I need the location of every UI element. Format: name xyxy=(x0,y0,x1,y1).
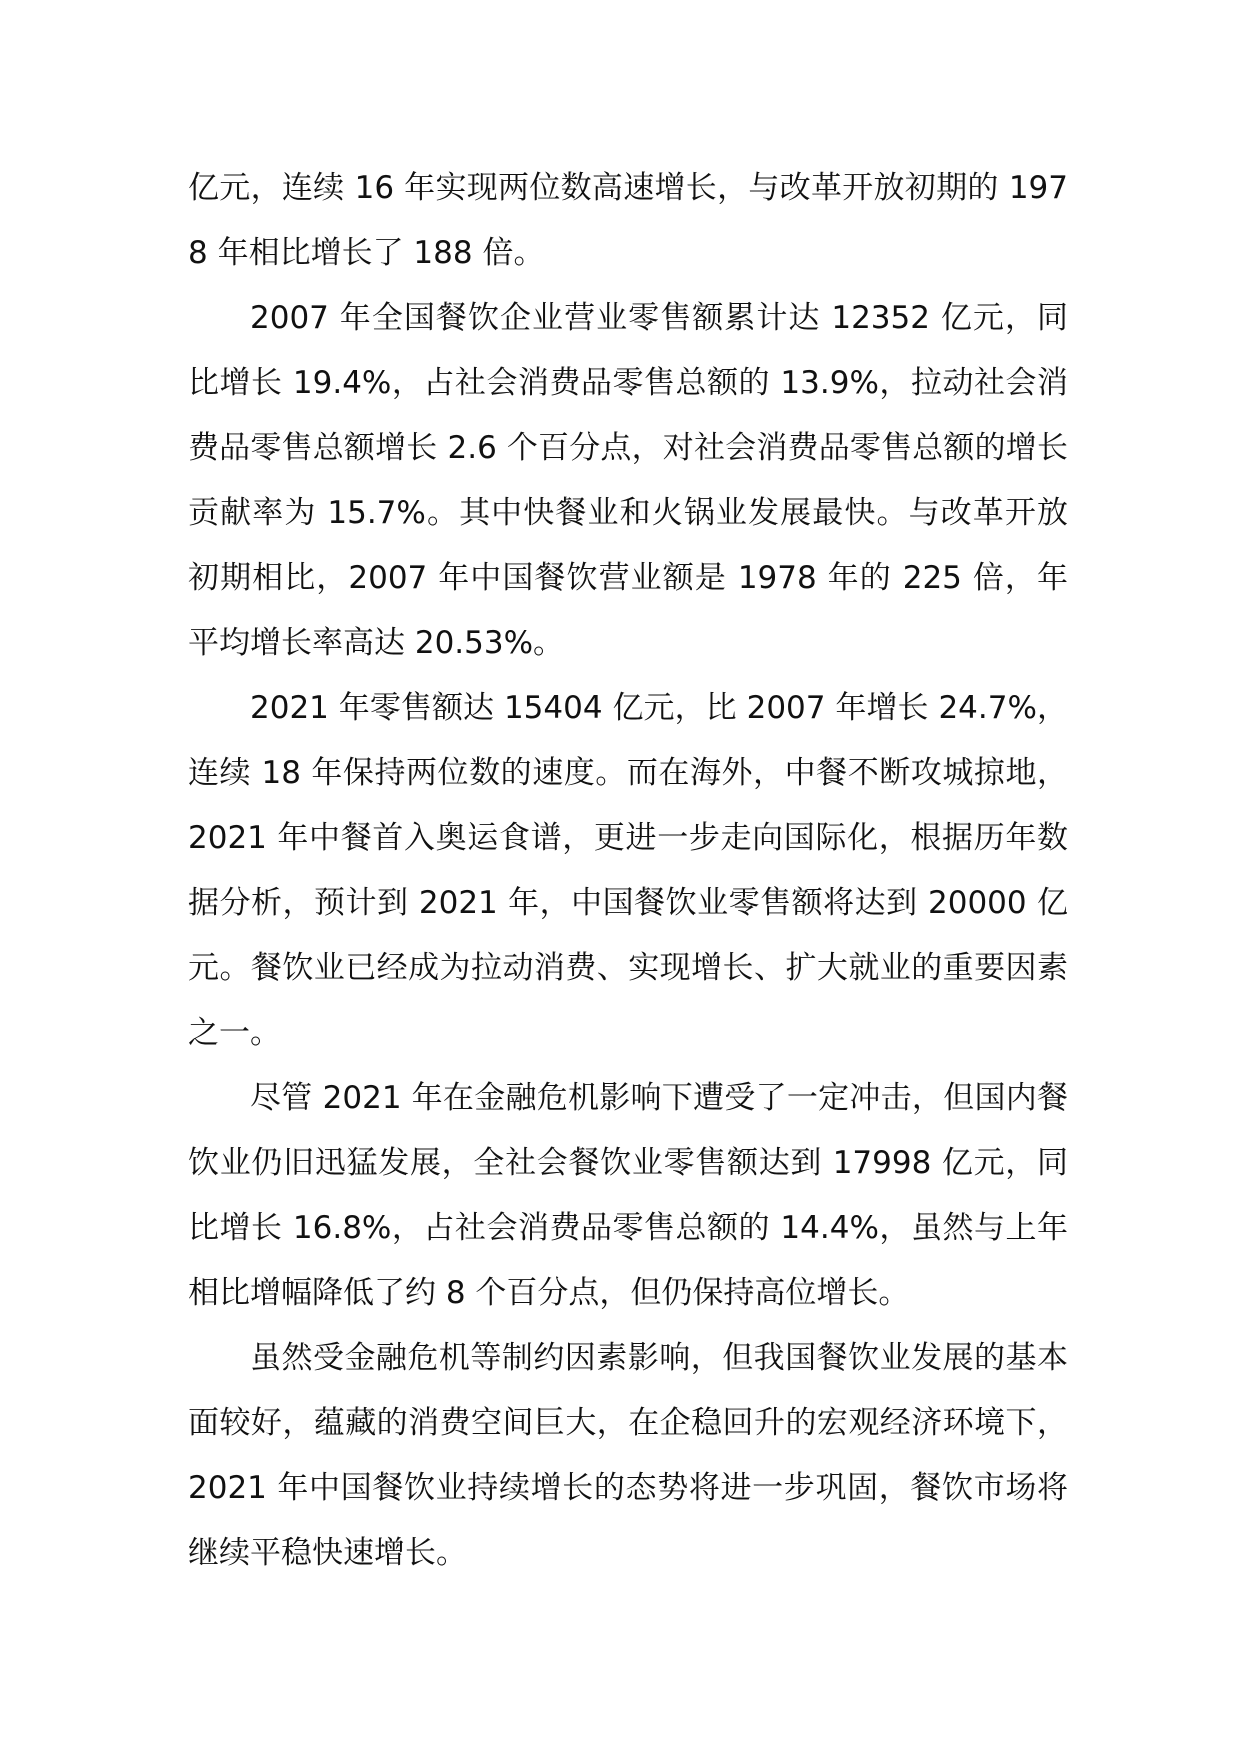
paragraph-financial-crisis: 尽管 2021 年在金融危机影响下遭受了一定冲击，但国内餐饮业仍旧迅猛发展，全社会餐饮业零售额达到 17998 亿元，同比增长 16.8%，占社会消费品零售总额的 14.4%，虽然与上年相比增幅降低了约 8 个百分点，但仍保持高位增长。 xyxy=(188,1080,1068,1311)
paragraph-2021-retail: 2021 年零售额达 15404 亿元，比 2007 年增长 24.7%，连续 18 年保持两位数的速度。而在海外，中餐不断攻城掠地，2021 年中餐首入奥运食谱，更进一步走向国际化，根据历年数据分析，预计到 2021 年，中国餐饮业零售额将达到 20000 亿元。餐饮业已经成为拉动消费、实现增长、扩大就业的重要因素之一。 xyxy=(188,690,1068,1051)
paragraph-continued: 亿元，连续 16 年实现两位数高速增长，与改革开放初期的 1978 年相比增长了 188 倍。 xyxy=(188,170,1068,271)
paragraph-outlook: 虽然受金融危机等制约因素影响，但我国餐饮业发展的基本面较好，蕴藏的消费空间巨大，在企稳回升的宏观经济环境下，2021 年中国餐饮业持续增长的态势将进一步巩固，餐饮市场将继续平稳快速增长。 xyxy=(188,1340,1068,1571)
paragraph-2007-retail: 2007 年全国餐饮企业营业零售额累计达 12352 亿元，同比增长 19.4%，占社会消费品零售总额的 13.9%，拉动社会消费品零售总额增长 2.6 个百分点，对社会消费品零售总额的增长贡献率为 15.7%。其中快餐业和火锅业发展最快。与改革开放初期相比，2007 年中国餐饮营业额是 1978 年的 225 倍，年平均增长率高达 20.53%。 xyxy=(188,300,1068,661)
body-text xyxy=(188,156,1068,1586)
